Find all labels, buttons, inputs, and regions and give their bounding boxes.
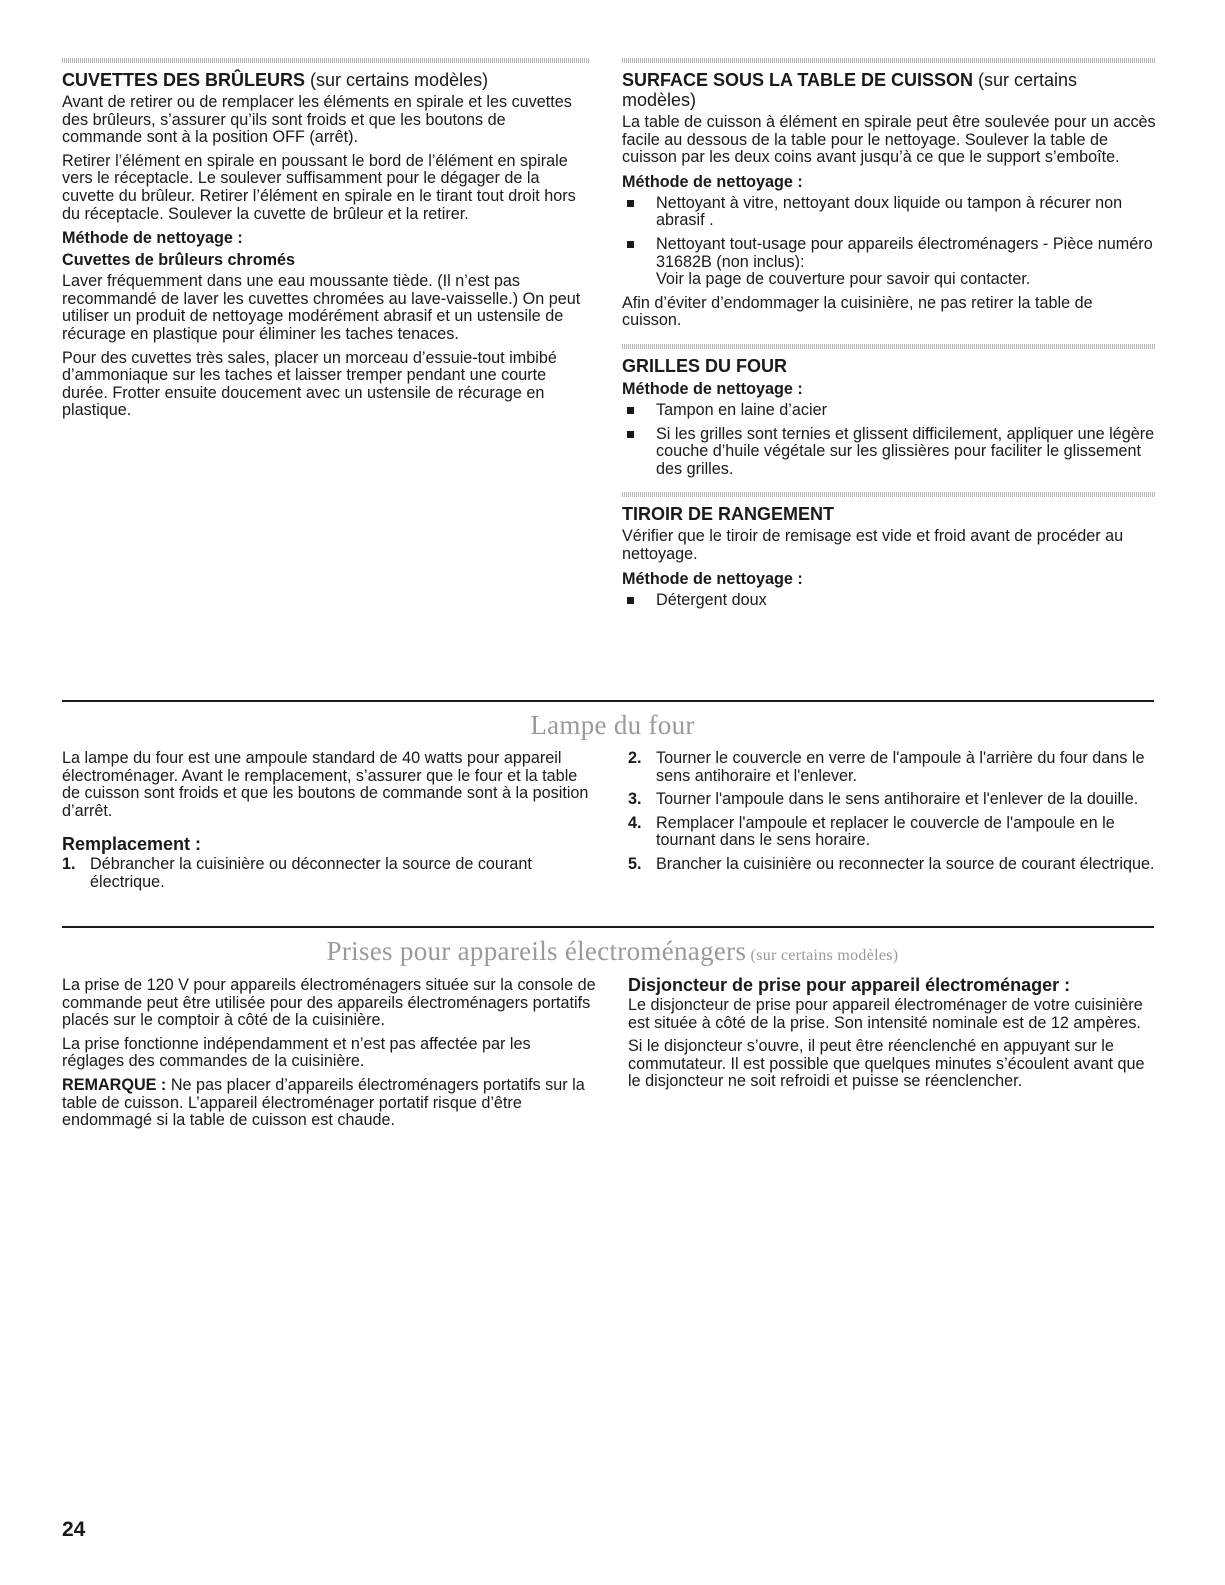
- lampe-step-4: 4. Remplacer l'ampoule et replacer le couvercle de l'ampoule en le tournant dans le sens horaire.: [628, 813, 1115, 850]
- bullet-square-icon: [627, 597, 634, 604]
- grilles-methode-heading: Méthode de nettoyage :: [622, 379, 803, 398]
- lampe-step-3: 3. Tourner l'ampoule dans le sens antihoraire et l'enlever de la douille.: [628, 790, 1139, 809]
- section-rule: [62, 926, 1154, 928]
- disjoncteur-paragraph-2: Si le disjoncteur s’ouvre, il peut être réenclenché en appuyant sur le commutateur. Il est possible que quelques minutes s’écoulent avant que le disjoncteur ne soit refroidi et puisse se réenclencher.: [628, 1037, 1145, 1091]
- page-number: 24: [62, 1518, 86, 1541]
- bullet-square-icon: [627, 431, 634, 438]
- lampe-title: Lampe du four: [530, 710, 695, 740]
- cuvettes-paragraph-3: Laver fréquemment dans une eau moussante tiède. (Il n’est pas recommandé de laver les cuvettes chromées au lave-vaisselle.) On peut utiliser un produit de nettoyage modérément abrasif et un ustensile de récurage en plastique pour éliminer les taches tenaces.: [62, 272, 581, 343]
- lampe-step-1: 1. Débrancher la cuisinière ou déconnecter la source de courant électrique.: [62, 855, 532, 891]
- bullet-square-icon: [627, 407, 634, 414]
- disjoncteur-heading: Disjoncteur de prise pour appareil électroménager :: [628, 975, 1071, 995]
- lampe-right: [628, 750, 1156, 880]
- cuvettes-paragraph-1: Avant de retirer ou de remplacer les éléments en spirale et les cuvettes des brûleurs, s’assurer qu’ils sont froids et que les boutons de commande sont à la position OFF (arrêt).: [62, 93, 572, 147]
- grilles-bullet-1: Tampon en laine d’acier: [622, 402, 1156, 420]
- lampe-step-2: 2. Tourner le couvercle en verre de l'ampoule à l'arrière du four dans le sens antihoraire et l'enlever.: [628, 749, 1145, 785]
- right-column: [622, 58, 1156, 615]
- bullet-square-icon: [627, 200, 634, 207]
- tiroir-title: TIROIR DE RANGEMENT: [622, 504, 835, 525]
- cuvettes-paragraph-2: Retirer l’élément en spirale en poussant le bord de l’élément en spirale vers le réceptacle. Le soulever suffisamment pour le dégager de la cuvette du brûleur. Retirer l’élément en spirale en le tirant tout droit hors du réceptacle. Soulever la cuvette de brûleur et la retirer.: [62, 151, 576, 223]
- cuvettes-title: CUVETTES DES BRÛLEURS (sur certains modèles): [62, 70, 489, 90]
- section-rule: [62, 700, 1154, 702]
- grilles-title: GRILLES DU FOUR: [622, 355, 787, 376]
- lampe-intro: La lampe du four est une ampoule standard de 40 watts pour appareil électroménager. Avant le remplacement, s’assurer que le four et la table de cuisson sont froids et que les boutons de commande sont à la position d’arrêt.: [62, 749, 589, 820]
- grilles-bullet-2: Si les grilles sont ternies et glissent difficilement, appliquer une légère couche d’huile végétale sur les glissières pour faciliter le glissement des grilles.: [622, 426, 1156, 479]
- lampe-step-5: 5. Brancher la cuisinière ou reconnecter la source de courant électrique.: [628, 854, 1155, 873]
- surface-bullet-2: Nettoyant tout-usage pour appareils électroménagers - Pièce numéro 31682B (non inclus): Voir la page de couverture pour savoir qui contacter.: [622, 236, 1156, 289]
- surface-paragraph-1: La table de cuisson à élément en spirale peut être soulevée pour un accès facile au dessous de la table pour le nettoyage. Soulever la table de cuisson par les deux coins avant jusqu’à ce que le support s’emboîte.: [622, 113, 1156, 167]
- prises-title: Prises pour appareils électroménagers (sur certains modèles): [326, 936, 899, 966]
- disjoncteur-paragraph-1: Le disjoncteur de prise pour appareil électroménager de votre cuisinière est située à côté de la prise. Son intensité nominale est de 12 ampères.: [628, 996, 1143, 1032]
- prises-paragraph-2: La prise fonctionne indépendamment et n’est pas affectée par les réglages des commandes de la cuisinière.: [62, 1034, 531, 1071]
- remplacement-heading: Remplacement :: [62, 834, 202, 855]
- section-divider: [622, 344, 1156, 349]
- section-divider: [622, 492, 1156, 497]
- section-divider: [62, 58, 590, 63]
- surface-title: SURFACE SOUS LA TABLE DE CUISSON (sur certains modèles): [622, 70, 1078, 110]
- prises-remarque: REMARQUE : Ne pas placer d’appareils électroménagers portatifs sur la table de cuisson. L’appareil électroménager portatif risque d’être endommagé si la table de cuisson est chaude.: [62, 1075, 585, 1130]
- prises-paragraph-1: La prise de 120 V pour appareils électroménagers située sur la console de commande peut être utilisée pour des appareils électroménagers portatifs placés sur le comptoir à côté de la cuisinière.: [62, 976, 596, 1030]
- grilles-section: [622, 344, 1156, 478]
- cuvettes-chromes-heading: Cuvettes de brûleurs chromés: [62, 251, 295, 270]
- tiroir-paragraph-1: Vérifier que le tiroir de remisage est vide et froid avant de procéder au nettoyage.: [622, 527, 1124, 563]
- surface-paragraph-2: Afin d’éviter d’endommager la cuisinière, ne pas retirer la table de cuisson.: [622, 293, 1093, 330]
- tiroir-bullet-1: Détergent doux: [622, 592, 1156, 610]
- bullet-square-icon: [627, 241, 634, 248]
- prises-right: [628, 975, 1156, 1097]
- section-divider: [622, 58, 1156, 63]
- surface-bullet-1: Nettoyant à vitre, nettoyant doux liquide ou tampon à récurer non abrasif .: [622, 195, 1156, 230]
- surface-methode-heading: Méthode de nettoyage :: [622, 172, 803, 191]
- surface-section: [622, 58, 1156, 330]
- tiroir-methode-heading: Méthode de nettoyage :: [622, 569, 803, 588]
- lampe-left: [62, 750, 590, 898]
- prises-left: [62, 977, 596, 1136]
- cuvettes-paragraph-4: Pour des cuvettes très sales, placer un morceau d’essuie-tout imbibé d’ammoniaque sur les taches et laisser tremper pendant une courte durée. Frotter ensuite doucement avec un ustensile de récurage en plastique.: [62, 348, 557, 420]
- cuvettes-methode-heading: Méthode de nettoyage :: [62, 229, 243, 248]
- cuvettes-section: [62, 58, 590, 420]
- tiroir-section: [622, 492, 1156, 609]
